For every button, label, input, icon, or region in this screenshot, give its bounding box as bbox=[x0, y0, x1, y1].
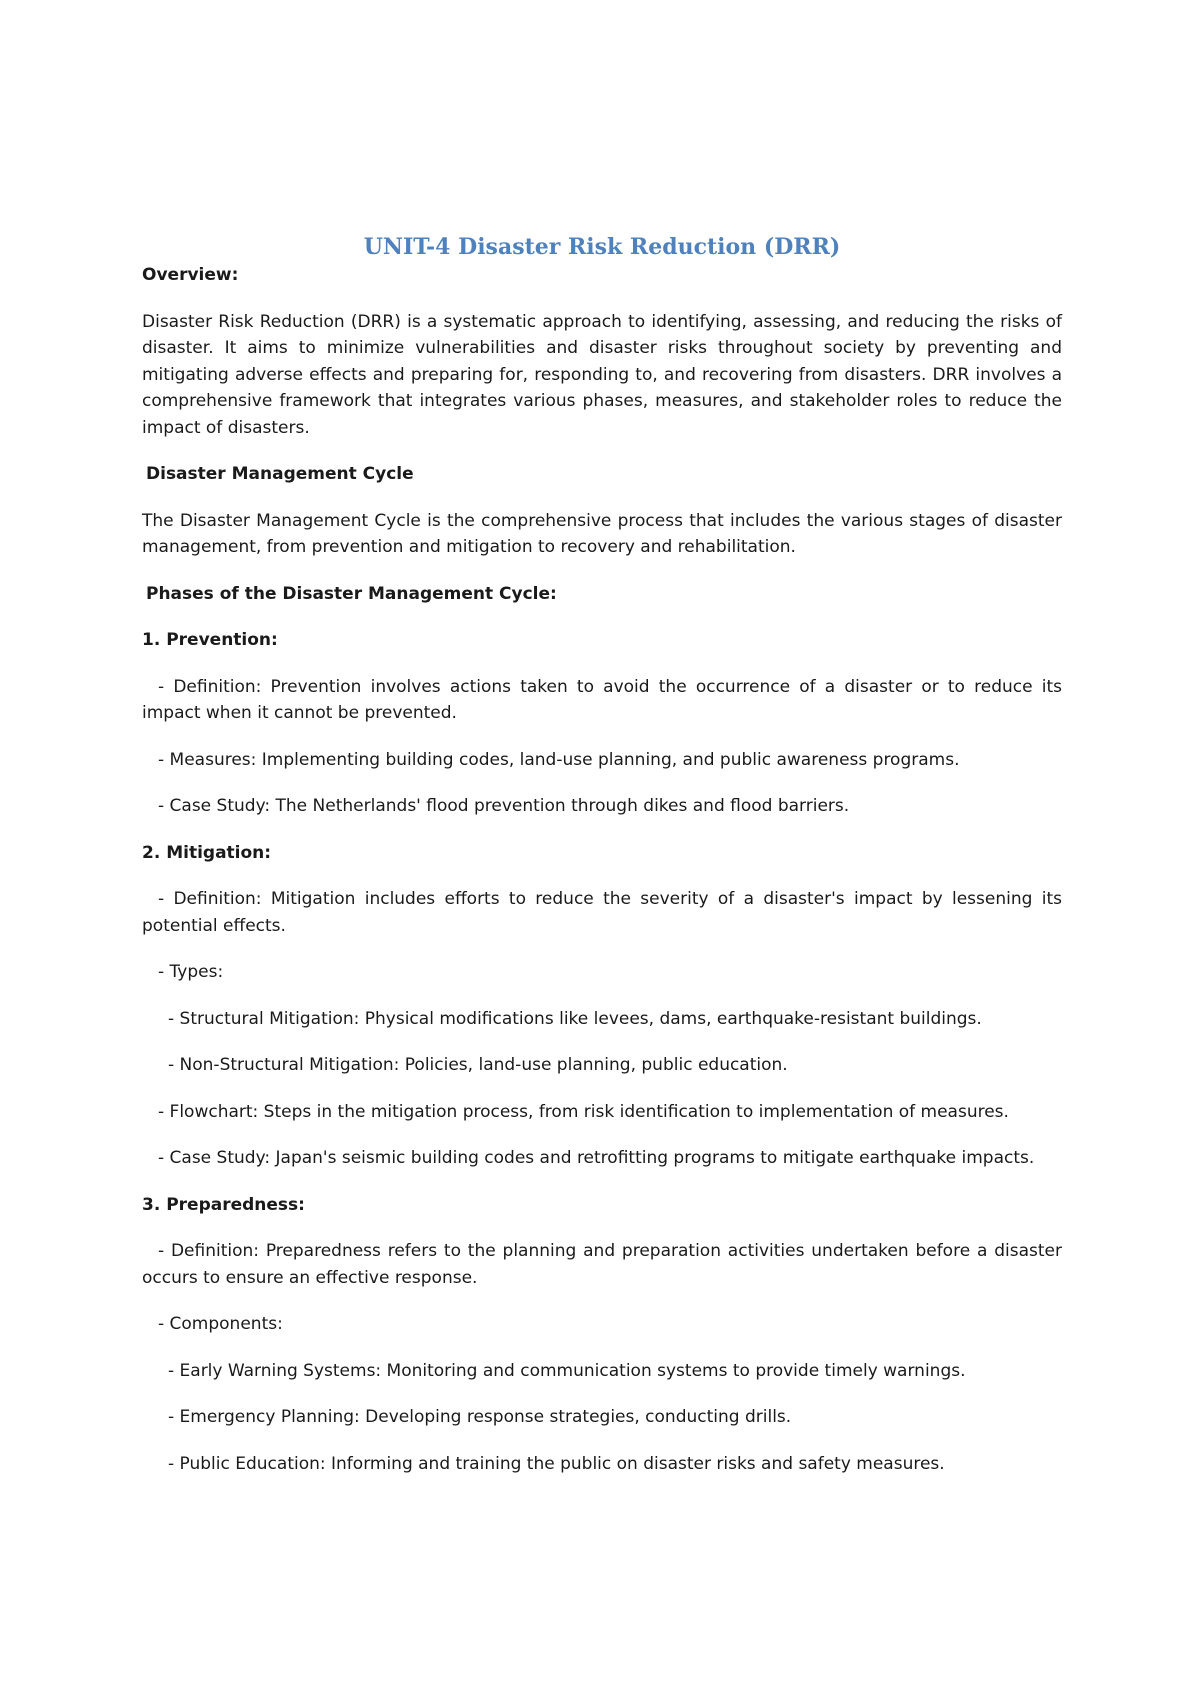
prevention-heading: 1. Prevention: bbox=[142, 630, 278, 650]
preparedness-definition: - Definition: Preparedness refers to the planning and preparation activities undertaken before a disaster occurs to ensure an effective response. bbox=[142, 1241, 1062, 1288]
mitigation-types: - Types: bbox=[158, 962, 224, 982]
preparedness-public-education: - Public Education: Informing and training the public on disaster risks and safety measures. bbox=[168, 1453, 945, 1474]
prevention-measures: - Measures: Implementing building codes, land-use planning, and public awareness programs. bbox=[158, 749, 960, 770]
preparedness-early-warning: - Early Warning Systems: Monitoring and communication systems to provide timely warnings. bbox=[168, 1360, 966, 1381]
mitigation-structural: - Structural Mitigation: Physical modifications like levees, dams, earthquake-resistant buildings. bbox=[168, 1008, 982, 1029]
document-title: UNIT-4 Disaster Risk Reduction (DRR) bbox=[363, 234, 841, 260]
cycle-heading: Disaster Management Cycle bbox=[146, 464, 414, 484]
phases-heading: Phases of the Disaster Management Cycle: bbox=[146, 583, 557, 604]
mitigation-definition: - Definition: Mitigation includes efforts to reduce the severity of a disaster's impact by lessening its potential effects. bbox=[142, 889, 1062, 936]
document-content bbox=[142, 232, 1062, 1497]
cycle-paragraph: The Disaster Management Cycle is the comprehensive process that includes the various stages of disaster management, from prevention and mitigation to recovery and rehabilitation. bbox=[142, 510, 1062, 557]
overview-paragraph: Disaster Risk Reduction (DRR) is a systematic approach to identifying, assessing, and reducing the risks of disaster. It aims to minimize vulnerabilities and disaster risks throughout society by preventing and mitigating adverse effects and preparing for, responding to, and recovering from disasters. DRR involves a comprehensive framework that integrates various phases, measures, and stakeholder roles to reduce the impact of disasters. bbox=[142, 311, 1062, 438]
prevention-definition: - Definition: Prevention involves actions taken to avoid the occurrence of a disaster or to reduce its impact when it cannot be prevented. bbox=[142, 676, 1062, 723]
mitigation-non-structural: - Non-Structural Mitigation: Policies, land-use planning, public education. bbox=[168, 1055, 788, 1075]
prevention-case-study: - Case Study: The Netherlands' flood prevention through dikes and flood barriers. bbox=[158, 796, 850, 816]
mitigation-case-study: - Case Study: Japan's seismic building codes and retrofitting programs to mitigate earthquake impacts. bbox=[158, 1148, 1035, 1168]
mitigation-heading: 2. Mitigation: bbox=[142, 842, 272, 863]
preparedness-emergency-planning: - Emergency Planning: Developing response strategies, conducting drills. bbox=[168, 1407, 792, 1427]
preparedness-heading: 3. Preparedness: bbox=[142, 1194, 305, 1215]
mitigation-flowchart: - Flowchart: Steps in the mitigation process, from risk identification to implementation of measures. bbox=[158, 1101, 1009, 1122]
preparedness-components: - Components: bbox=[158, 1314, 283, 1334]
overview-label: Overview: bbox=[142, 265, 239, 285]
